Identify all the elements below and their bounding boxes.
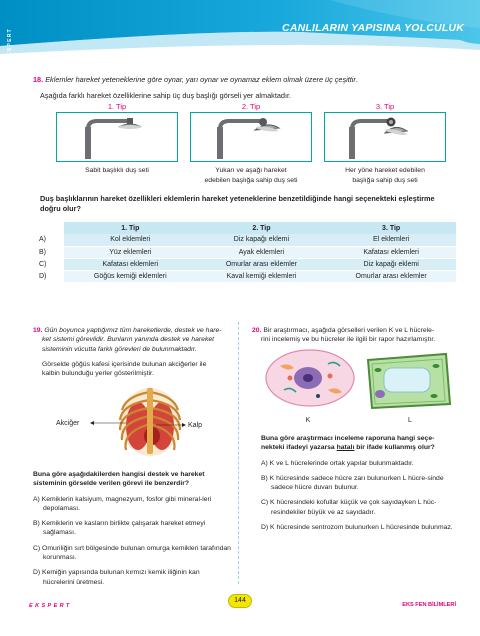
q20-question-line-1: Buna göre araştırmacı inceleme raporuna hangi seçe- <box>261 435 435 442</box>
page-title: CANLILARIN YAPISINA YOLCULUK <box>282 22 464 34</box>
fixed-shower-icon <box>57 113 177 161</box>
table-header-3: 3. Tip <box>326 222 456 234</box>
q18-question-line-2: doğru olur? <box>40 204 81 213</box>
table-cell: Yüz eklemleri <box>64 246 197 258</box>
q19-sub-line-2: kalbin bulunduğu yerler gösterilmiştir. <box>42 370 154 378</box>
q20-question-and-options <box>261 434 459 532</box>
shower-head-1-figure <box>56 112 178 162</box>
table-cell: Omurlar arası eklemler <box>197 258 327 270</box>
q20-intro <box>252 326 458 345</box>
q20-number: 20. <box>252 327 262 334</box>
q18-sub: Aşağıda farklı hareket özelliklerine sahip üç duş başlığı görseli yer almaktadır. <box>40 91 292 100</box>
table-cell: Diz kapağı eklemi <box>326 258 456 270</box>
q18-question <box>40 194 458 214</box>
head-label-2: 2. Tip <box>241 102 261 111</box>
lung-label: Akciğer <box>56 420 80 427</box>
table-cell: Kafatası eklemleri <box>326 246 456 258</box>
cell-k-label: K <box>305 417 311 424</box>
head-caption-1 <box>56 166 178 176</box>
table-header-2: 2. Tip <box>197 222 327 234</box>
q19-option-a[interactable]: A) Kemiklerin kalsiyum, magnezyum, fosfor gibi mineral-leri depolaması. <box>33 495 212 512</box>
table-cell: Diz kapağı eklemi <box>197 234 327 246</box>
q19-intro-line-1: Gün boyunca yaptığımız tüm hareketlerde, destek ve hare- <box>44 327 222 334</box>
option-key[interactable]: D) <box>36 271 64 283</box>
option-key[interactable]: C) <box>36 258 64 270</box>
q18-question-line-1: Duş başlıklarının hareket özellikleri eklemlerin hareket yeteneklerine benzetildiğinde hangi seçenekteki eşleştirme <box>40 194 435 203</box>
q19-question <box>33 470 231 489</box>
q19-option-d[interactable]: D) Kemiğin yapısında bulunan kırmızı kemik iliğinin kan hücrelerini üretmesi. <box>33 569 200 586</box>
q19-option-c[interactable]: C) Omuriliğin sırt bölgesinde bulunan omurga kemikleri tarafından korunması. <box>33 544 231 562</box>
head-caption-2 <box>190 166 312 186</box>
q18-intro <box>33 75 459 85</box>
shower-head-2-figure <box>190 112 312 162</box>
head-label-3: 3. Tip <box>375 102 395 111</box>
head-caption-2-line-1: Yukarı ve aşağı hareket <box>215 167 287 174</box>
q18-intro-text: Eklemler hareket yeteneklerine göre oynar, yarı oynar ve oynamaz eklem olmak üzere üç çeşittir. <box>45 75 358 84</box>
table-row[interactable] <box>36 246 456 258</box>
question-19 <box>33 326 231 378</box>
table-row[interactable] <box>36 258 456 270</box>
ribcage-illustration <box>120 388 180 456</box>
q19-sub <box>33 360 231 379</box>
updown-shower-icon <box>191 113 311 161</box>
q19-question-line-1: Buna göre aşağıdakilerden hangisi destek ve hareket <box>33 471 205 478</box>
table-cell: Kafatası eklemleri <box>64 258 197 270</box>
animal-cell-k <box>266 350 354 406</box>
swivel-shower-icon <box>325 113 445 161</box>
q20-question-part-a: nekteki ifadeyi yazarsa <box>261 444 337 452</box>
q20-question-emphasis: hatalı <box>336 444 355 452</box>
q20-option-d[interactable]: D) K hücresinde sentrozom bulunurken L hücresinde bulunmaz. <box>261 524 453 532</box>
q20-question-line-2 <box>261 443 459 452</box>
shower-head-3-figure <box>324 112 446 162</box>
head-caption-3-line-1: Her yöne hareket edebilen <box>345 167 425 174</box>
heart-label: Kalp <box>188 422 203 429</box>
brand-vertical: EKSPERT <box>7 28 13 61</box>
footer-subject: EKS FEN BİLİMLERİ <box>402 602 456 608</box>
q19-question-and-options <box>33 470 231 587</box>
ribcage-figure <box>34 380 230 465</box>
q20-intro-line-2: rini incelemiş ve bu hücreler ile ilgili bir rapor hazırlamıştır. <box>261 336 436 344</box>
footer-brand: EKSPERT <box>29 603 72 609</box>
cells-figure <box>260 346 454 426</box>
table-row[interactable] <box>36 271 456 283</box>
q20-option-a[interactable]: A) K ve L hücrelerinde ortak yapılar bulunmaktadır. <box>261 459 414 467</box>
column-divider <box>238 322 239 584</box>
heart-arrow-icon <box>182 423 186 427</box>
table-cell: Kaval kemiği eklemleri <box>197 271 327 283</box>
plant-cell-l <box>368 354 450 408</box>
shower-heads <box>56 102 446 186</box>
q18-options-table <box>36 222 456 283</box>
head-caption-3 <box>324 166 446 186</box>
question-18 <box>33 75 459 101</box>
lung-arrow-icon <box>90 421 94 425</box>
option-key[interactable]: B) <box>36 246 64 258</box>
page-number: 144 <box>228 594 252 608</box>
table-header-blank <box>36 222 64 234</box>
q19-intro-line-2: ket sistemi görevlidir. Bunların yanında destek ve hareket <box>42 336 215 344</box>
q19-intro <box>33 326 231 354</box>
table-cell: Ayak eklemleri <box>197 246 327 258</box>
table-row[interactable] <box>36 234 456 246</box>
table-header-row <box>36 222 456 234</box>
head-caption-3-line-2: başlığa sahip duş seti <box>352 177 418 184</box>
q19-intro-line-3: sisteminin vücutta farklı görevleri de bulunmaktadır. <box>42 345 197 353</box>
head-label-1: 1. Tip <box>107 102 127 111</box>
table-header-1: 1. Tip <box>64 222 197 234</box>
q19-sub-line-1: Görselde göğüs kafesi içerisinde bulunan akciğerler ile <box>42 360 207 368</box>
q19-question-line-2: sisteminin görselde verilen görevi ile benzerdir? <box>33 480 189 488</box>
q19-option-b[interactable]: B) Kemiklerin ve kasların birlikte çalışarak hareket etmeyi sağlaması. <box>33 520 206 537</box>
q20-option-c[interactable]: C) K hücresindeki kofullar küçük ve çok sayıdayken L hüc-resindekiler büyük ve az sayıdadır. <box>261 499 437 516</box>
q20-option-b[interactable]: B) K hücresinde sadece hücre zarı bulunurken L hücre-sinde sadece hücre duvarı bulunur. <box>261 474 444 492</box>
q20-question-part-c: bir ifade kullanmış olur? <box>354 444 435 452</box>
q20-question <box>261 434 459 453</box>
q19-number: 19. <box>33 327 43 334</box>
head-caption-2-line-2: edebilen başlığa sahip duş seti <box>204 177 298 184</box>
table-cell: El eklemleri <box>326 234 456 246</box>
option-key[interactable]: A) <box>36 234 64 246</box>
table-cell: Göğüs kemiği eklemleri <box>64 271 197 283</box>
cell-l-label: L <box>408 417 412 424</box>
table-cell: Omurlar arası eklemler <box>326 271 456 283</box>
head-caption-1-line-1: Sabit başlıklı duş seti <box>85 167 149 174</box>
question-20 <box>252 326 458 345</box>
q18-number: 18. <box>33 75 44 84</box>
q20-intro-line-1: Bir araştırmacı, aşağıda görselleri verilen K ve L hücrele- <box>263 327 435 334</box>
table-cell: Kol eklemleri <box>64 234 197 246</box>
